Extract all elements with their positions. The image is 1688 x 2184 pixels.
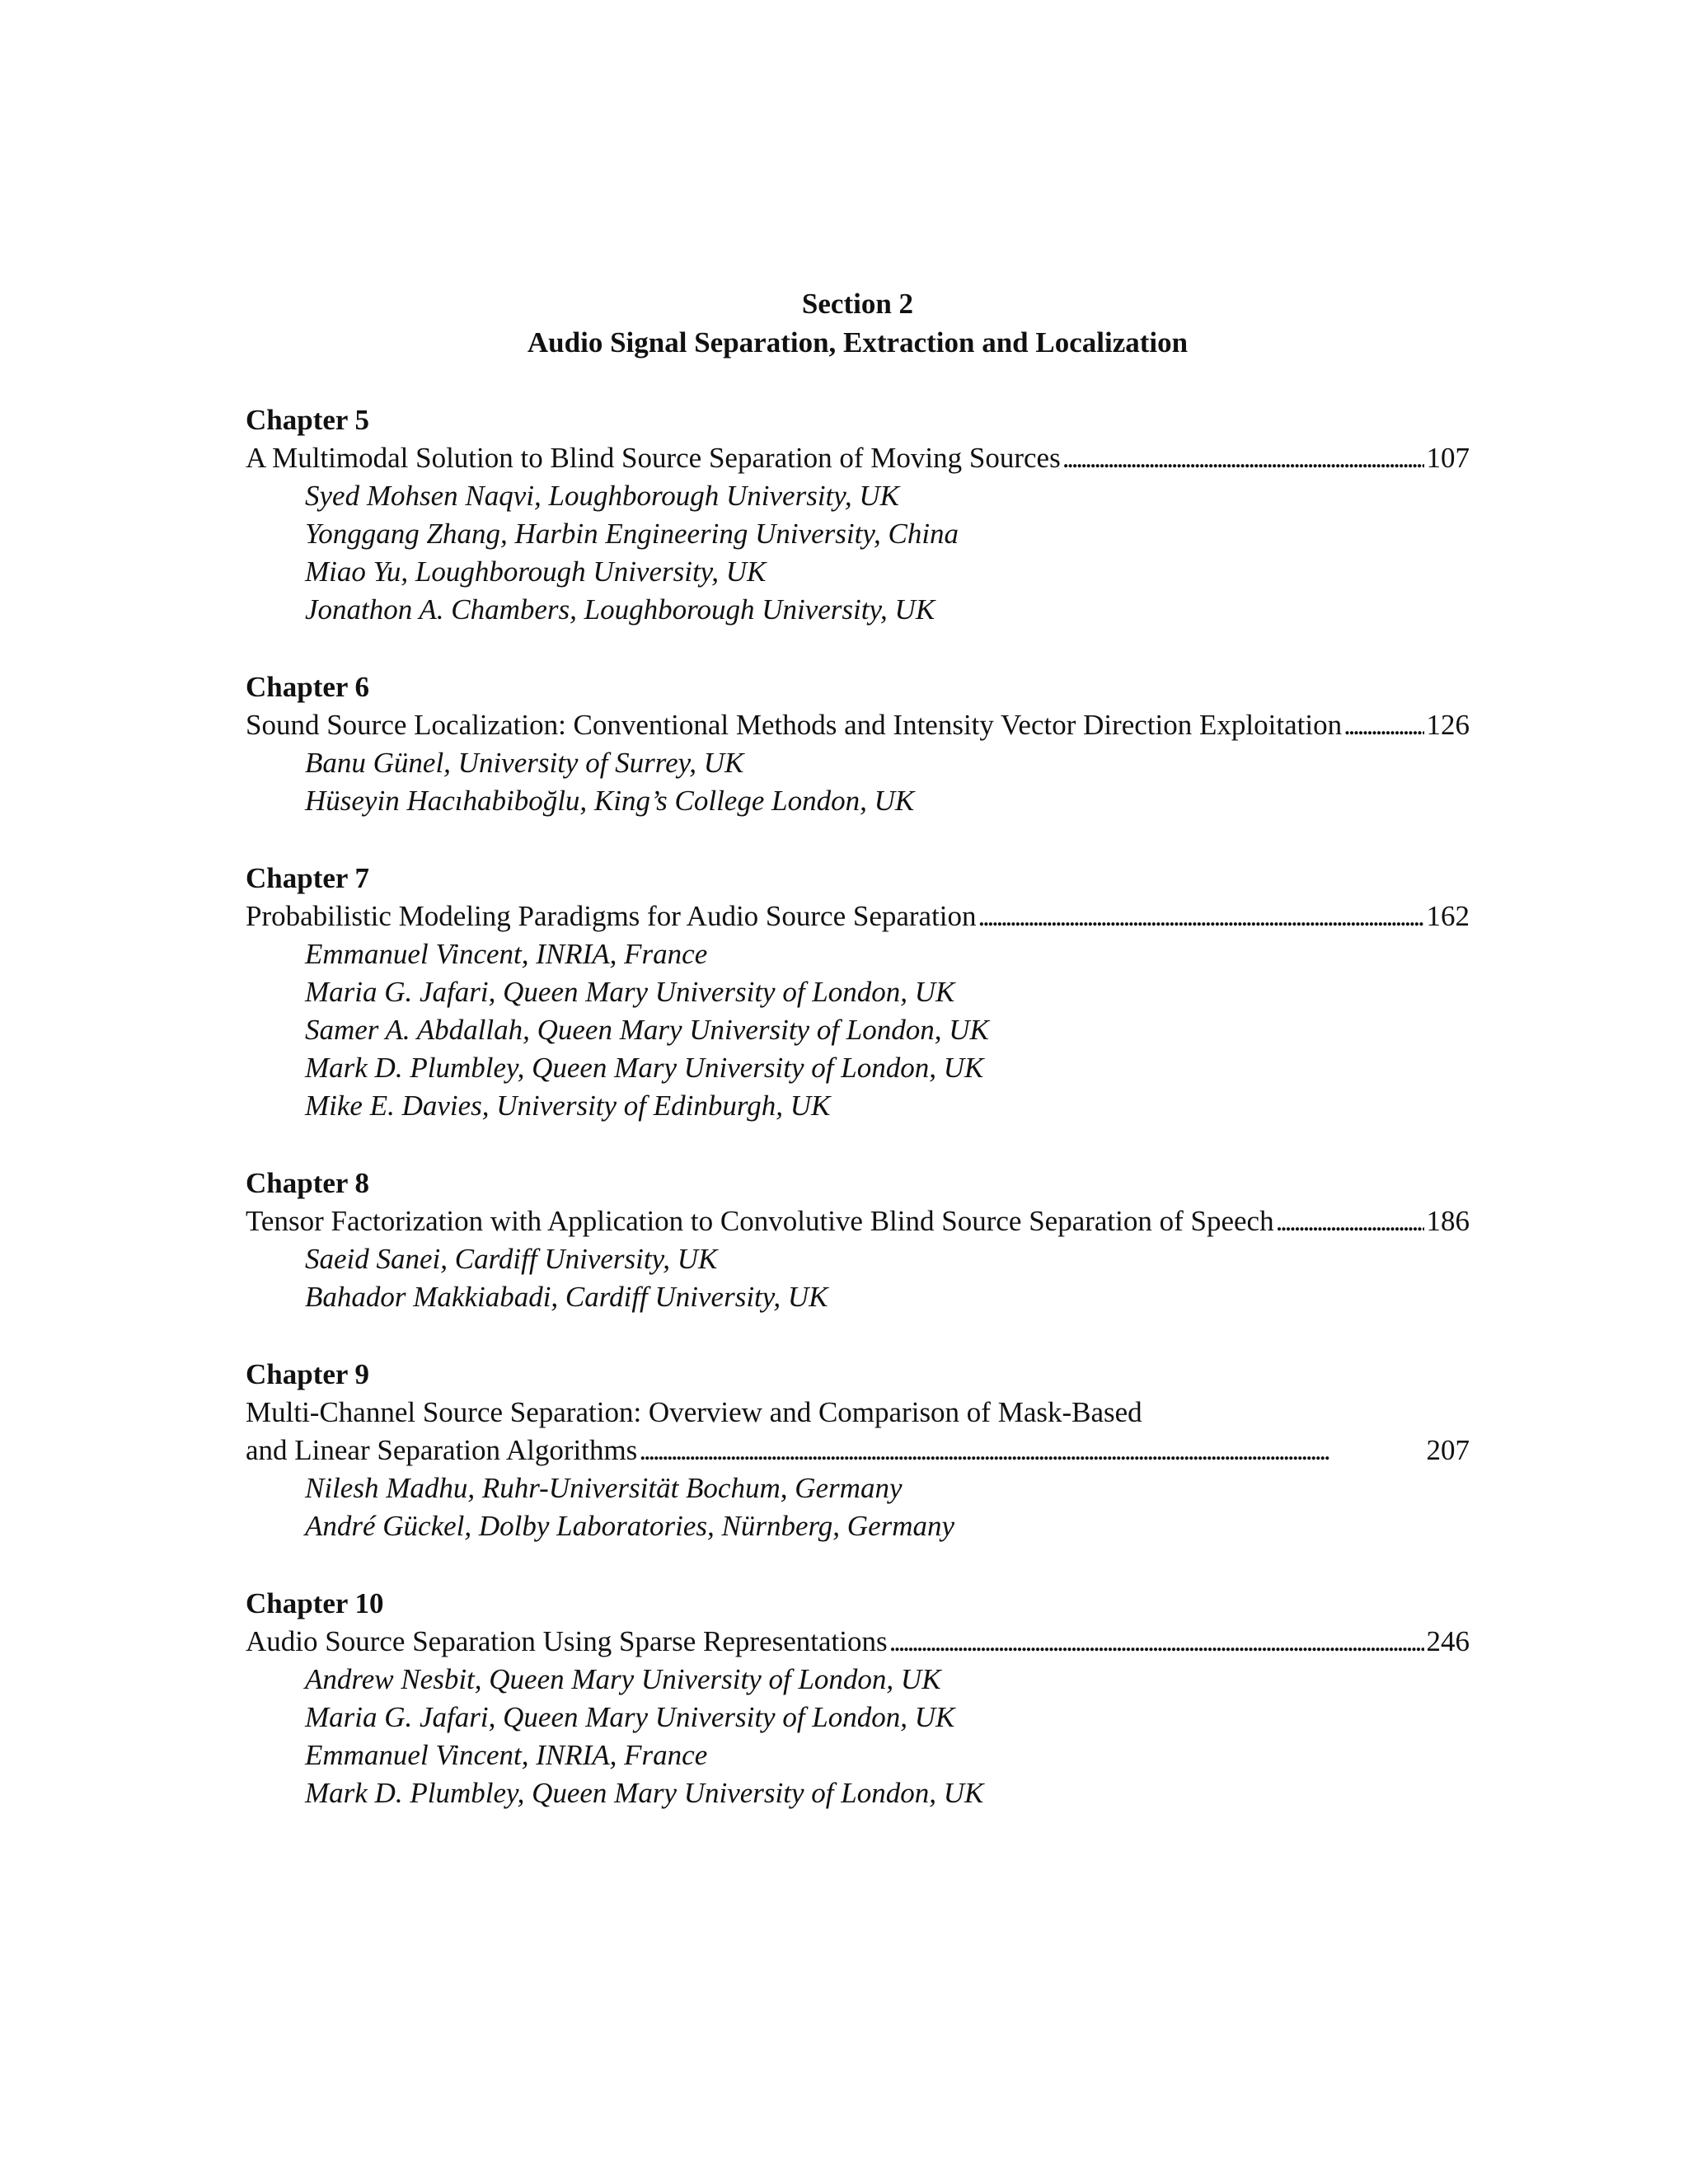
page-number: 246 [1426,1625,1470,1657]
dot-leader [1276,1202,1424,1240]
dot-leader [639,1432,1423,1469]
chapter-label: Chapter 5 [246,404,370,436]
dot-leader [1062,439,1424,477]
author-list [246,1469,1470,1545]
author-affiliation: Emmanuel Vincent, INRIA, France [305,1739,708,1771]
chapter-list [246,401,1470,1812]
section-label: Section 2 [801,288,914,320]
chapter-entry [246,668,1470,820]
page-number: 162 [1426,900,1470,932]
chapter-label: Chapter 6 [246,671,370,703]
chapter-label: Chapter 10 [246,1587,384,1619]
chapter-label: Chapter 7 [246,862,370,894]
author-affiliation: André Gückel, Dolby Laboratories, Nürnberg, Germany [305,1510,955,1542]
author-affiliation: Jonathon A. Chambers, Loughborough University, UK [305,593,935,626]
author-list [246,935,1470,1125]
chapter-entry [246,859,1470,1125]
page-number: 126 [1426,709,1470,741]
author-affiliation: Maria G. Jafari, Queen Mary University of London, UK [305,1701,955,1733]
chapter-label: Chapter 9 [246,1358,370,1390]
author-affiliation: Mark D. Plumbley, Queen Mary University of London, UK [305,1777,984,1809]
section-title: Audio Signal Separation, Extraction and Localization [527,326,1189,359]
author-affiliation: Nilesh Madhu, Ruhr-Universität Bochum, Germany [305,1472,903,1504]
chapter-entry [246,1164,1470,1316]
chapter-title: Audio Source Separation Using Sparse Representations [246,1625,888,1657]
chapter-title: and Linear Separation Algorithms [246,1434,638,1466]
dot-leader [978,898,1424,935]
toc-entry-line [246,439,1470,477]
author-list [246,477,1470,629]
page-number: 107 [1426,442,1470,474]
chapter-entry [246,1584,1470,1812]
author-affiliation: Saeid Sanei, Cardiff University, UK [305,1243,718,1275]
page-number: 207 [1426,1434,1470,1466]
section-header [246,284,1470,362]
chapter-title: Tensor Factorization with Application to Convolutive Blind Source Separation of Speech [246,1205,1274,1237]
author-affiliation: Samer A. Abdallah, Queen Mary University of London, UK [305,1014,989,1046]
author-affiliation: Yonggang Zhang, Harbin Engineering University, China [305,518,959,550]
author-affiliation: Hüseyin Hacıhabiboğlu, King’s College London, UK [305,785,915,817]
author-affiliation: Syed Mohsen Naqvi, Loughborough University, UK [305,480,900,512]
author-affiliation: Andrew Nesbit, Queen Mary University of London, UK [305,1663,941,1695]
chapter-title: Sound Source Localization: Conventional Methods and Intensity Vector Direction Exploitation [246,709,1343,741]
toc-page [246,284,1470,1812]
page-number: 186 [1426,1205,1470,1237]
dot-leader [1343,706,1423,744]
author-affiliation: Banu Günel, University of Surrey, UK [305,747,744,779]
author-affiliation: Miao Yu, Loughborough University, UK [305,555,767,588]
toc-entry-line [246,1623,1470,1661]
author-affiliation: Bahador Makkiabadi, Cardiff University, UK [305,1281,828,1313]
chapter-entry [246,1355,1470,1545]
chapter-entry [246,401,1470,629]
dot-leader [889,1623,1424,1661]
author-affiliation: Emmanuel Vincent, INRIA, France [305,938,708,970]
author-list [246,1240,1470,1316]
author-list [246,744,1470,820]
toc-entry-line [246,1202,1470,1240]
chapter-title: Probabilistic Modeling Paradigms for Audio Source Separation [246,900,977,932]
chapter-label: Chapter 8 [246,1167,370,1199]
toc-entry-line [246,706,1470,744]
author-affiliation: Mike E. Davies, University of Edinburgh, UK [305,1090,831,1122]
toc-entry-line [246,898,1470,935]
author-affiliation: Mark D. Plumbley, Queen Mary University of London, UK [305,1052,984,1084]
author-list [246,1661,1470,1812]
chapter-title: A Multimodal Solution to Blind Source Separation of Moving Sources [246,442,1061,474]
author-affiliation: Maria G. Jafari, Queen Mary University of London, UK [305,976,955,1008]
chapter-title-line: Multi-Channel Source Separation: Overview and Comparison of Mask-Based [246,1396,1142,1428]
toc-entry-line [246,1432,1470,1469]
